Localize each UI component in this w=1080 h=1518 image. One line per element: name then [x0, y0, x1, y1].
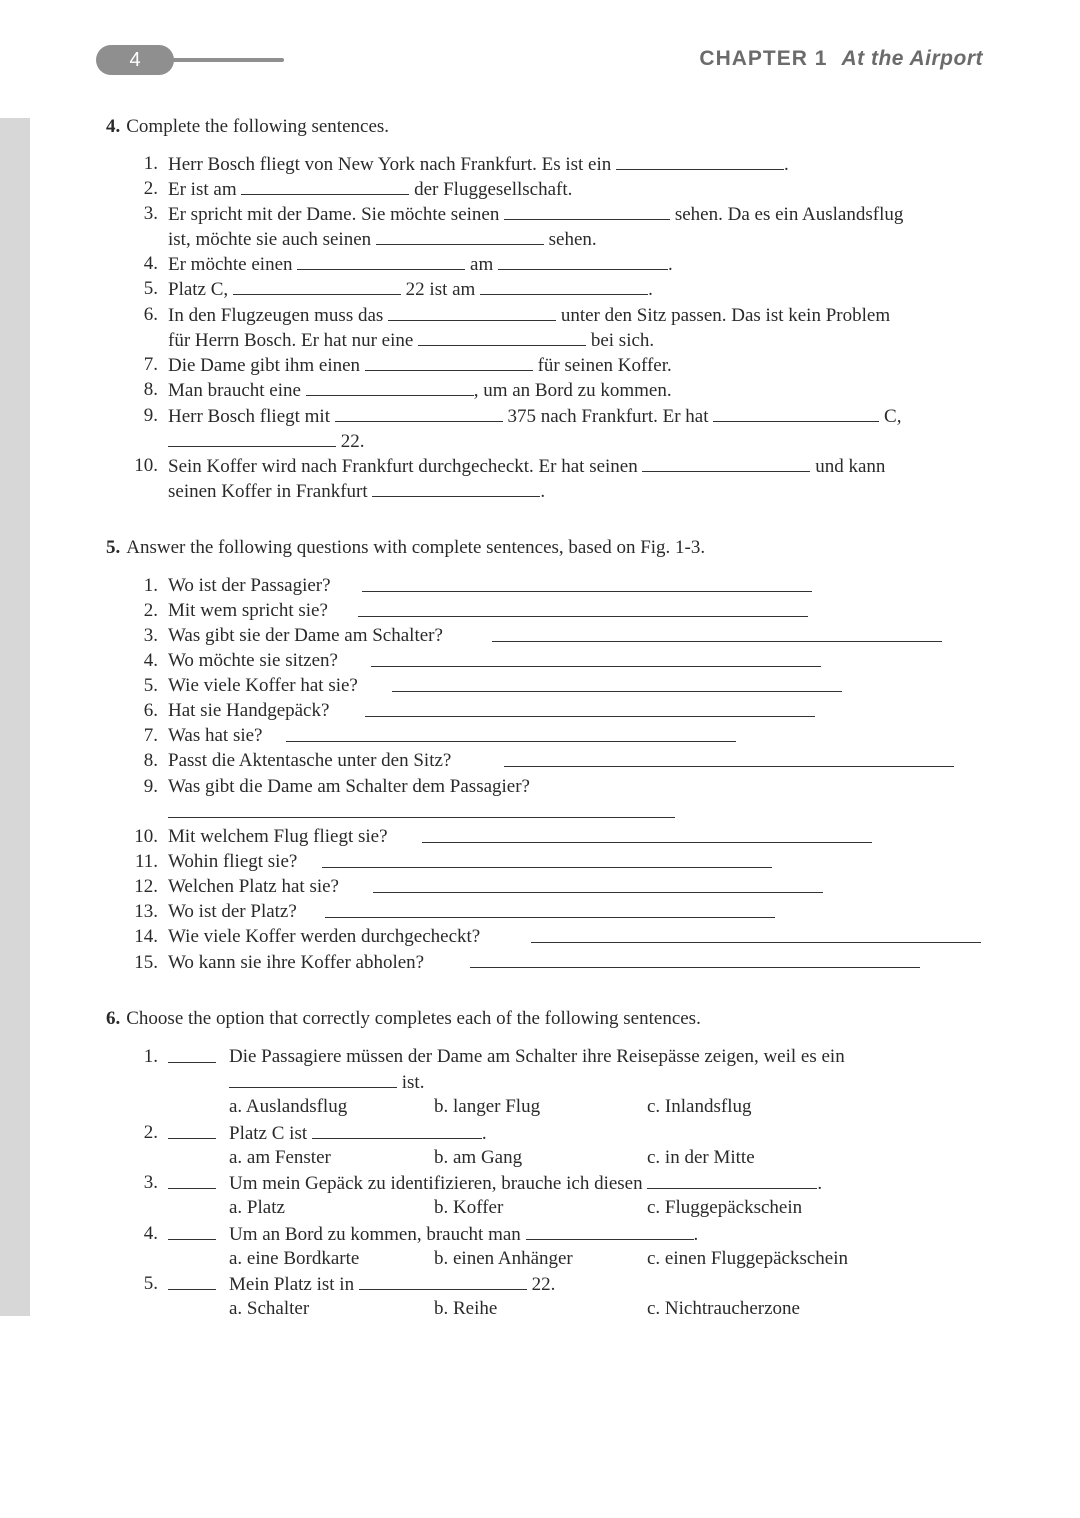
ex4-item-2: 2. Er ist am der Fluggesellschaft. — [143, 178, 573, 200]
answer-blank[interactable] — [359, 1272, 527, 1290]
answer-line[interactable] — [325, 917, 775, 918]
answer-line[interactable] — [322, 867, 772, 868]
ex4-item-7: 7. Die Dame gibt ihm einen für seinen Koffer. — [143, 354, 672, 376]
ex5-question: 9. Was gibt die Dame am Schalter dem Passagier? — [143, 776, 530, 797]
ex6-item-2-text: Platz C ist . — [229, 1123, 487, 1144]
option-c[interactable]: c. Nichtraucherzone — [647, 1298, 800, 1319]
answer-line[interactable] — [531, 942, 981, 943]
ex4-item-6: 6. In den Flugzeugen muss das unter den Sitz passen. Das ist kein Problem — [143, 304, 891, 326]
side-margin-bar — [0, 118, 30, 1316]
answer-line[interactable] — [373, 892, 823, 893]
answer-line[interactable] — [470, 967, 920, 968]
option-c[interactable]: c. in der Mitte — [647, 1147, 755, 1168]
answer-blank[interactable] — [526, 1222, 694, 1240]
answer-blank[interactable] — [713, 404, 879, 422]
choice-answer-blank[interactable] — [168, 1289, 216, 1290]
option-c[interactable]: c. Inlandsflug — [647, 1096, 752, 1117]
answer-blank[interactable] — [480, 277, 648, 295]
answer-line[interactable] — [492, 641, 942, 642]
answer-line[interactable] — [371, 666, 821, 667]
answer-blank[interactable] — [616, 152, 784, 170]
answer-blank[interactable] — [306, 378, 474, 396]
answer-blank[interactable] — [388, 303, 556, 321]
answer-blank[interactable] — [297, 252, 465, 270]
chapter-label: CHAPTER 1 — [699, 47, 828, 70]
answer-line[interactable] — [168, 817, 675, 818]
chapter-heading — [699, 47, 983, 71]
ex6-item-1-cont: ist. — [229, 1070, 424, 1095]
ex4-item-3: 3. Er spricht mit der Dame. Sie möchte seinen sehen. Da es ein Auslandsflug — [143, 203, 904, 225]
ex4-item-3-cont: ist, möchte sie auch seinen sehen. — [168, 229, 597, 250]
exercise-number: 6. — [106, 1008, 121, 1029]
ex6-item-3-text: Um mein Gepäck zu identifizieren, brauche ich diesen . — [229, 1173, 823, 1194]
exercise-4-heading — [106, 116, 389, 138]
exercise-instruction: Choose the option that correctly completes each of the following sentences. — [126, 1008, 701, 1029]
ex5-question: 15. Wo kann sie ihre Koffer abholen? — [134, 952, 425, 973]
ex4-item-10-cont: seinen Koffer in Frankfurt . — [168, 481, 546, 502]
option-a[interactable]: a. am Fenster — [229, 1147, 331, 1168]
exercise-6-heading — [106, 1008, 701, 1030]
exercise-number: 4. — [106, 116, 121, 137]
answer-line[interactable] — [365, 716, 815, 717]
ex5-question: 8. Passt die Aktentasche unter den Sitz? — [143, 750, 452, 771]
chapter-title: At the Airport — [841, 47, 983, 70]
ex4-item-6-cont: für Herrn Bosch. Er hat nur eine bei sich. — [168, 330, 655, 351]
ex5-question: 11. Wohin fliegt sie? — [134, 851, 298, 872]
option-a[interactable]: a. Schalter — [229, 1298, 310, 1319]
page-number: 4 — [96, 45, 174, 75]
option-c[interactable]: c. einen Fluggepäckschein — [647, 1248, 849, 1269]
option-b[interactable]: b. einen Anhänger — [434, 1248, 573, 1269]
option-b[interactable]: b. langer Flug — [434, 1096, 541, 1117]
ex5-question: 1. Wo ist der Passagier? — [143, 575, 331, 596]
answer-blank[interactable] — [229, 1070, 397, 1088]
ex5-question: 7. Was hat sie? — [143, 725, 263, 746]
choice-answer-blank[interactable] — [168, 1239, 216, 1240]
ex4-item-8: 8. Man braucht eine , um an Bord zu kommen. — [143, 379, 672, 401]
ex5-question: 13. Wo ist der Platz? — [134, 901, 297, 922]
answer-blank[interactable] — [376, 227, 544, 245]
answer-line[interactable] — [286, 741, 736, 742]
ex5-question: 4. Wo möchte sie sitzen? — [143, 650, 338, 671]
option-b[interactable]: b. am Gang — [434, 1147, 523, 1168]
answer-line[interactable] — [362, 591, 812, 592]
ex6-item-4-text: Um an Bord zu kommen, braucht man . — [229, 1224, 699, 1245]
ex6-item-1-text: Die Passagiere müssen der Dame am Schalter ihre Reisepässe zeigen, weil es ein — [229, 1046, 845, 1067]
ex5-question: 6. Hat sie Handgepäck? — [143, 700, 330, 721]
answer-blank[interactable] — [418, 328, 586, 346]
ex5-question: 10. Mit welchem Flug fliegt sie? — [134, 826, 388, 847]
ex4-item-9: 9. Herr Bosch fliegt mit 375 nach Frankfurt. Er hat C, — [143, 405, 902, 427]
exercise-instruction: Answer the following questions with complete sentences, based on Fig. 1-3. — [126, 537, 706, 558]
ex5-question: 14. Wie viele Koffer werden durchgecheckt? — [134, 926, 481, 947]
option-a[interactable]: a. Platz — [229, 1197, 285, 1218]
answer-line[interactable] — [504, 766, 954, 767]
ex4-item-1: 1. Herr Bosch fliegt von New York nach Frankfurt. Es ist ein . — [143, 153, 789, 175]
answer-line[interactable] — [358, 616, 808, 617]
ex6-item-5-text: Mein Platz ist in 22. — [229, 1274, 556, 1295]
option-c[interactable]: c. Fluggepäckschein — [647, 1197, 803, 1218]
option-b[interactable]: b. Reihe — [434, 1298, 498, 1319]
answer-blank[interactable] — [335, 404, 503, 422]
header-rule — [170, 58, 284, 62]
answer-blank[interactable] — [365, 353, 533, 371]
exercise-instruction: Complete the following sentences. — [126, 116, 390, 137]
ex4-item-10: 10. Sein Koffer wird nach Frankfurt durchgecheckt. Er hat seinen und kann — [134, 455, 886, 477]
answer-blank[interactable] — [504, 202, 670, 220]
answer-blank[interactable] — [647, 1171, 817, 1189]
choice-answer-blank[interactable] — [168, 1138, 216, 1139]
answer-blank[interactable] — [642, 454, 810, 472]
ex5-question: 5. Wie viele Koffer hat sie? — [143, 675, 358, 696]
ex5-question: 2. Mit wem spricht sie? — [143, 600, 328, 621]
answer-blank[interactable] — [168, 429, 336, 447]
answer-blank[interactable] — [312, 1121, 482, 1139]
ex4-item-4: 4. Er möchte einen am . — [143, 253, 673, 275]
answer-line[interactable] — [422, 842, 872, 843]
option-a[interactable]: a. Auslandsflug — [229, 1096, 348, 1117]
choice-answer-blank[interactable] — [168, 1062, 216, 1063]
answer-blank[interactable] — [241, 177, 409, 195]
ex5-question: 3. Was gibt sie der Dame am Schalter? — [143, 625, 443, 646]
exercise-number: 5. — [106, 537, 121, 558]
answer-blank[interactable] — [233, 277, 401, 295]
ex5-question: 12. Welchen Platz hat sie? — [134, 876, 339, 897]
ex4-item-5: 5. Platz C, 22 ist am . — [143, 278, 653, 300]
option-a[interactable]: a. eine Bordkarte — [229, 1248, 360, 1269]
answer-blank[interactable] — [498, 252, 668, 270]
option-b[interactable]: b. Koffer — [434, 1197, 504, 1218]
choice-answer-blank[interactable] — [168, 1188, 216, 1189]
ex4-item-9-cont: 22. — [168, 429, 365, 454]
answer-line[interactable] — [392, 691, 842, 692]
exercise-5-heading — [106, 537, 705, 559]
answer-blank[interactable] — [372, 479, 540, 497]
